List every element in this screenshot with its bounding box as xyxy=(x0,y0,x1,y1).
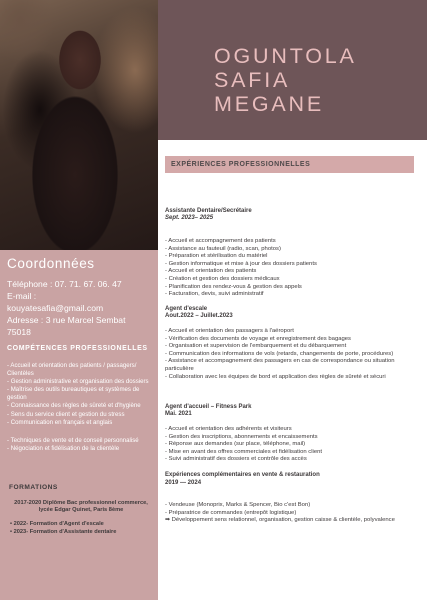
skill-item: - Maîtrise des outils bureautiques et systèmes de gestion xyxy=(7,386,140,402)
job-dates: Sept. 2023– 2025 xyxy=(165,215,214,221)
job-task: - Accueil et accompagnement des patients xyxy=(165,238,276,244)
job-task: - Suivi administratif des dossiers et contrôle des accès xyxy=(165,456,307,463)
job-task-list xyxy=(165,502,417,525)
skill-item: - Gestion administrative et organisation des dossiers xyxy=(7,378,149,386)
job-task: - Gestion des inscriptions, abonnements et encaissements xyxy=(165,433,318,440)
job-task: - Assistance au fauteuil (radio, scan, photos) xyxy=(165,245,281,252)
job-title: Agent d'escale xyxy=(165,306,208,312)
skill-item: - Sens du service client et gestion du stress xyxy=(7,410,125,418)
skills-title: COMPÉTENCES PROFESSIONELLES xyxy=(7,345,148,352)
job-dates: Aout.2022 – Juillet.2023 xyxy=(165,313,233,319)
contact-title: Coordonnées xyxy=(7,256,95,271)
skill-item: - Négociation et fidélisation de la clientèle xyxy=(7,444,120,452)
job-task: - Mise en avant des offres commerciales et fidélisation client xyxy=(165,448,323,455)
formations-title: FORMATIONS xyxy=(9,484,58,491)
job-task-list xyxy=(165,328,417,381)
job-task: - Réponse aux demandes (sur place, téléphone, mail) xyxy=(165,441,306,448)
job-title: Agent d'accueil – Fitness Park xyxy=(165,404,252,410)
experience-section-title: EXPÉRIENCES PROFESSIONNELLES xyxy=(171,161,311,168)
formations-list xyxy=(10,520,156,536)
job-task: - Accueil et orientation des adhérents et visiteurs xyxy=(165,426,292,432)
formation-item: • 2022- Formation d'Agent d'escale xyxy=(10,521,104,527)
formation-main: 2017-2020 Diplôme Bac professionnel commerce, lycée Edgar Quinet, Paris 8ème xyxy=(14,500,148,514)
contact-postal: 75018 xyxy=(7,327,31,337)
contact-email[interactable]: kouyatesafia@gmail.com xyxy=(7,303,104,313)
skill-item: - Techniques de vente et de conseil personnalisé xyxy=(7,436,139,444)
job-dates: Mai. 2021 xyxy=(165,411,192,417)
name-middle: SAFIA xyxy=(214,68,291,92)
formation-item: • 2023- Formation d'Assistante dentaire xyxy=(10,529,117,535)
job-task: - Accueil et orientation des patients xyxy=(165,268,257,275)
profile-photo xyxy=(0,0,158,250)
job-task: - Vendeuse (Monoprix, Marks & Spencer, Bio c'est Bon) xyxy=(165,502,311,508)
job-task: - Gestion informatique et mise à jour des dossiers patients xyxy=(165,260,317,267)
job-task: - Collaboration avec les équipes de bord et application des règles de sûreté et sécuri xyxy=(165,373,386,380)
contact-phone: Téléphone : 07. 71. 67. 06. 47 xyxy=(7,279,122,289)
job-title: Expériences complémentaires en vente & restauration xyxy=(165,472,320,478)
name-first: OGUNTOLA xyxy=(214,44,357,68)
job-task: - Vérification des documents de voyage et enregistrement des bagages xyxy=(165,335,351,342)
skill-item: - Connaissance des règles de sûreté et d'hygiène xyxy=(7,402,141,410)
skills-list xyxy=(7,362,157,453)
job-task: - Facturation, devis, suivi administratif xyxy=(165,291,264,298)
job-task-list xyxy=(165,238,417,299)
job-task: - Préparatrice de commandes (entrepôt logistique) xyxy=(165,509,297,516)
job-title: Assistante Dentaire/Secrétaire xyxy=(165,208,252,214)
job-task: - Préparation et stérilisation du matériel xyxy=(165,253,268,260)
name-last: MEGANE xyxy=(214,92,324,116)
job-task: - Organisation et supervision de l'embarquement et du débarquement xyxy=(165,343,347,350)
job-task: - Communication des informations de vols (retards, changements de porte, procédures) xyxy=(165,350,394,357)
contact-address: Adresse : 3 rue Marcel Sembat xyxy=(7,315,126,325)
skill-item: - Accueil et orientation des patients / passagers/ Clientèles xyxy=(7,362,137,378)
job-task: - Planification des rendez-vous & gestion des appels xyxy=(165,283,302,290)
job-task: - Création et gestion des dossiers médicaux xyxy=(165,275,280,282)
job-task-list xyxy=(165,426,417,464)
job-task: ➡ Développement sens relationnel, organisation, gestion caisse & clientèle, polyvalence xyxy=(165,517,395,524)
contact-email-label: E-mail : xyxy=(7,291,37,301)
job-task: - Accueil et orientation des passagers à l'aéroport xyxy=(165,328,294,334)
job-dates: 2019 — 2024 xyxy=(165,480,202,486)
job-task: - Assistance et accompagnement des passagers en cas de correspondance ou situation particulière xyxy=(165,358,395,372)
skill-item: - Communication en français et anglais xyxy=(7,418,113,426)
